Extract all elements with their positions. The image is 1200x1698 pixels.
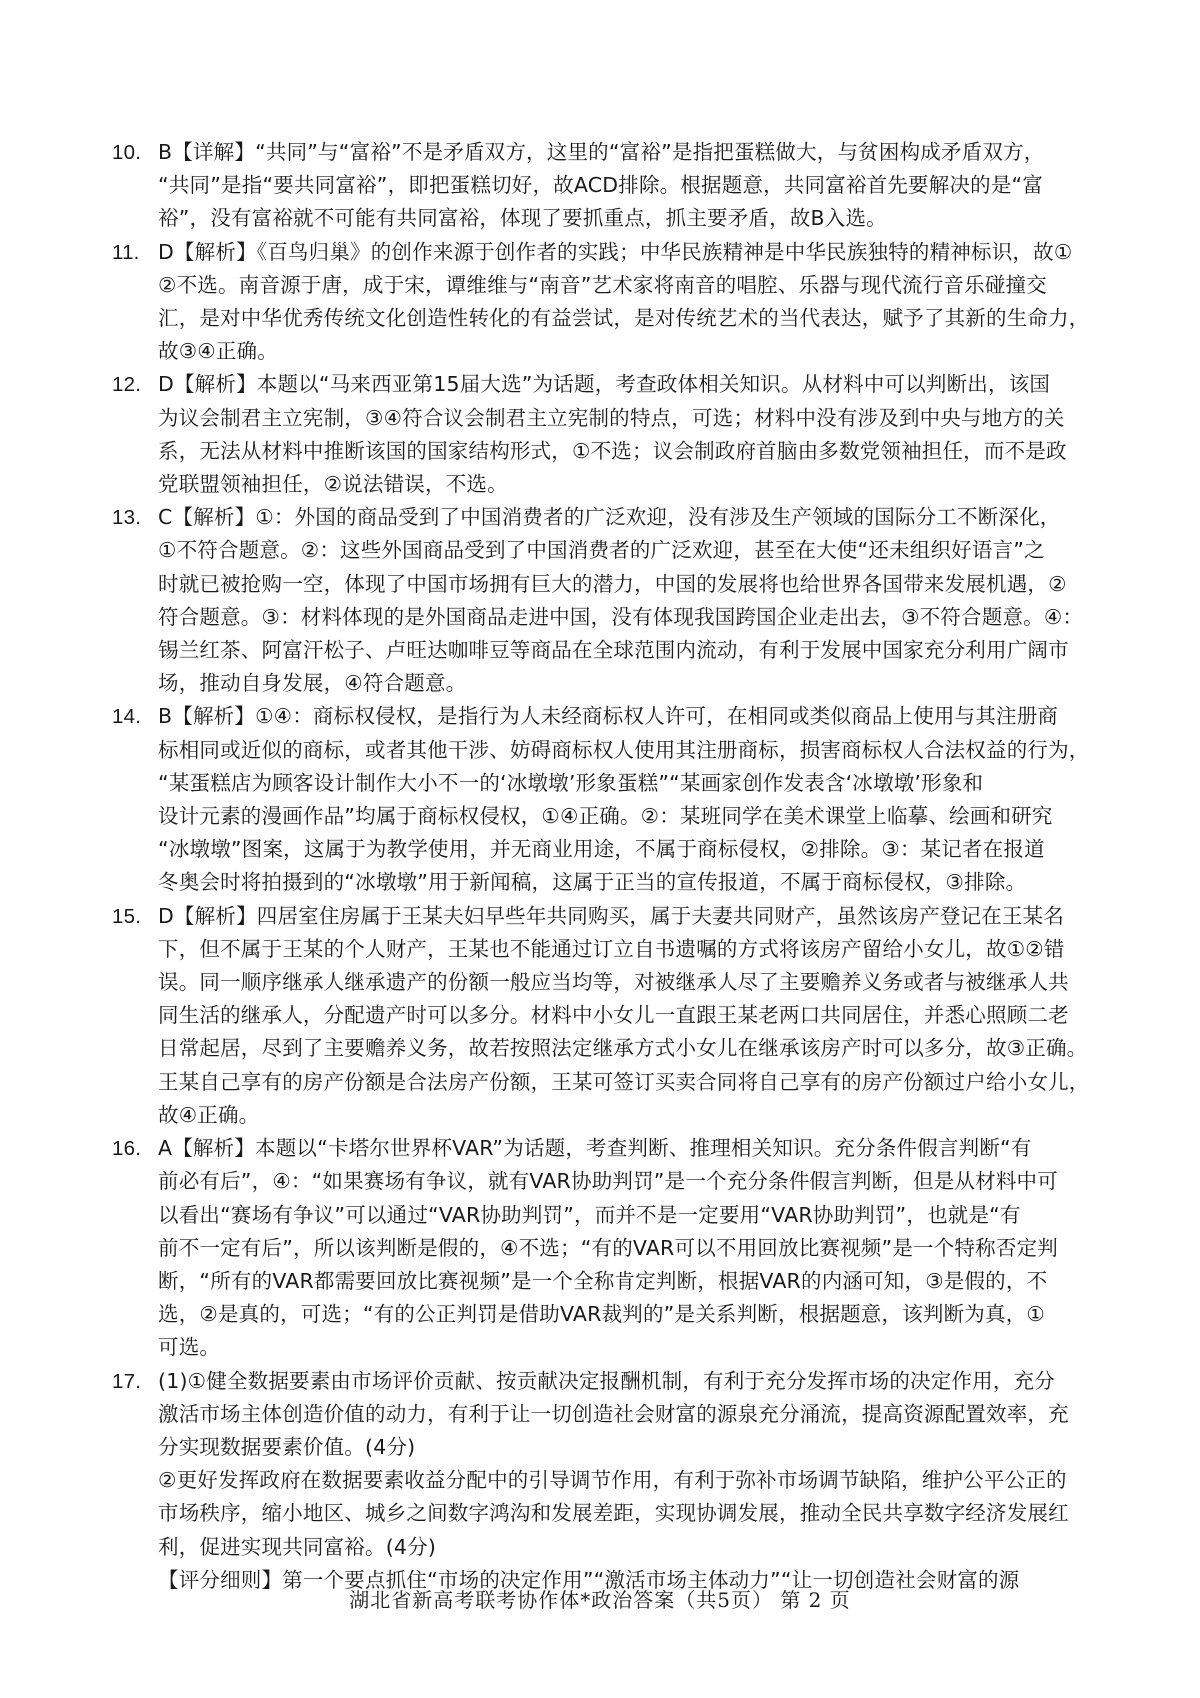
answer-line: 激活市场主体创造价值的动力，有利于让一切创造社会财富的源泉充分涌流，提高资源配置效率，充 (158, 1401, 1069, 1426)
answer-number: 12. (112, 373, 142, 397)
answer-line: “某蛋糕店为顾客设计制作大小不一的‘冰墩墩’形象蛋糕”“某画家创作发表含‘冰墩墩’形象和 (158, 770, 984, 795)
answer-line: A【解析】本题以“卡塔尔世界杯VAR”为话题，考查判断、推理相关知识。充分条件假言判断“有 (158, 1136, 1032, 1161)
answer-line: 王某自己享有的房产份额是合法房产份额，王某可签订买卖合同将自己享有的房产份额过户给小女儿， (158, 1069, 1090, 1094)
answer-number: 17. (112, 1369, 142, 1393)
answer-item (112, 501, 1102, 700)
answer-number: 16. (112, 1137, 142, 1161)
answer-item (112, 700, 1102, 899)
page-footer: 湖北省新高考联考协作体*政治答案（共5页） 第 2 页 (349, 1588, 851, 1612)
answer-item (112, 900, 1102, 1132)
answer-line: 为议会制君主立宪制，③④符合议会制君主立宪制的特点，可选；材料中没有涉及到中央与地方的关 (158, 405, 1065, 430)
answer-line: 以看出“赛场有争议”可以通过“VAR协助判罚”，而并不是一定要用“VAR协助判罚”，也就是“有 (158, 1202, 1021, 1227)
answer-line: 利，促进实现共同富裕。(4分) (158, 1534, 437, 1559)
answer-line: 故④正确。 (158, 1102, 260, 1127)
answer-line: 汇，是对中华优秀传统文化创造性转化的有益尝试，是对传统艺术的当代表达，赋予了其新的生命力， (158, 306, 1090, 331)
answer-line: 前不一定有后”，所以该判断是假的，④不选；“有的VAR可以不用回放比赛视频”是一个特称否定判 (158, 1235, 1058, 1260)
answer-line: B【详解】“共同”与“富裕”不是矛盾双方，这里的“富裕”是指把蛋糕做大，与贫困构成矛盾双方， (158, 140, 1045, 164)
answer-item (112, 368, 1102, 501)
answer-line: B【解析】①④：商标权侵权，是指行为人未经商标权人许可，在相同或类似商品上使用与其注册商 (158, 704, 1059, 729)
answer-line: “共同”是指“要共同富裕”，即把蛋糕切好，故ACD排除。根据题意，共同富裕首先要解决的是“富 (158, 173, 1044, 198)
answer-line: (1)①健全数据要素由市场评价贡献、按贡献决定报酬机制，有利于充分发挥市场的决定作用，充分 (158, 1368, 1055, 1393)
answer-line: 同生活的继承人，分配遗产时可以多分。材料中小女儿一直跟王某老两口共同居住，并悉心照顾二老 (158, 1003, 1069, 1028)
answer-item (112, 236, 1102, 369)
answer-line: 选，②是真的，可选；“有的公正判罚是借助VAR裁判的”是关系判断，根据题意，该判断为真，① (158, 1302, 1045, 1327)
answer-line: 下，但不属于王某的个人财产，王某也不能通过订立自书遗嘱的方式将该房产留给小女儿，故①②错 (158, 936, 1065, 961)
answer-line: 锡兰红茶、阿富汗松子、卢旺达咖啡豆等商品在全球范围内流动，有利于发展中国家充分利用广阔市 (158, 638, 1069, 663)
answer-number: 11. (112, 240, 140, 264)
answer-number: 10. (112, 141, 142, 164)
answer-number: 15. (112, 904, 142, 928)
answer-line: 故③④正确。 (158, 339, 278, 364)
answer-number: 14. (112, 705, 142, 729)
answer-line: 日常起居，尽到了主要赡养义务，故若按照法定继承方式小女儿在继承该房产时可以多分，故③正确。 (158, 1036, 1088, 1061)
answer-line: 前必有后”，④：“如果赛场有争议，就有VAR协助判罚”是一个充分条件假言判断，但是从材料中可 (158, 1169, 1058, 1194)
answer-line: 党联盟领袖担任，②说法错误，不选。 (158, 472, 508, 497)
answer-line: ①不符合题意。②：这些外国商品受到了中国消费者的广泛欢迎，甚至在大使“还未组织好语言”之 (158, 538, 1045, 563)
answer-line: 符合题意。③：材料体现的是外国商品走进中国，没有体现我国跨国企业走出去，③不符合题意。④： (158, 604, 1084, 629)
answer-line: 裕”，没有富裕就不可能有共同富裕，体现了要抓重点，抓主要矛盾，故B入选。 (158, 206, 887, 231)
answer-line: 可选。 (158, 1335, 221, 1360)
scoring-rules-line: 【评分细则】第一个要点抓住“市场的决定作用”“激活市场主体动力”“让一切创造社会财富的源 (158, 1567, 1020, 1592)
answer-line: 场，推动自身发展，④符合题意。 (158, 671, 467, 696)
answer-line: C【解析】①：外国的商品受到了中国消费者的广泛欢迎，没有涉及生产领域的国际分工不断深化， (158, 505, 1061, 530)
answer-line: 系，无法从材料中推断该国的国家结构形式，①不选；议会制政府首脑由多数党领袖担任，而不是政 (158, 438, 1067, 463)
answer-content (112, 136, 1102, 1597)
answer-number: 13. (112, 506, 142, 530)
answer-line: D【解析】《百鸟归巢》的创作来源于创作者的实践；中华民族精神是中华民族独特的精神标识，故① (158, 239, 1073, 264)
answer-line: 误。同一顺序继承人继承遗产的份额一般应当均等，对被继承人尽了主要赡养义务或者与被继承人共 (158, 970, 1069, 995)
answer-line: 设计元素的漫画作品”均属于商标权侵权，①④正确。②：某班同学在美术课堂上临摹、绘画和研究 (158, 804, 1053, 829)
answer-line: ②更好发挥政府在数据要素收益分配中的引导调节作用，有利于弥补市场调节缺陷，维护公平公正的 (158, 1468, 1067, 1493)
answer-line: D【解析】四居室住房属于王某夫妇早些年共同购买，属于夫妻共同财产，虽然该房产登记在王某名 (158, 903, 1065, 928)
answer-item (112, 1132, 1102, 1364)
answer-item (112, 1365, 1102, 1564)
answer-line: 冬奥会时将拍摄到的“冰墩墩”用于新闻稿，这属于正当的宣传报道，不属于商标侵权，③排除。 (158, 870, 1027, 895)
answer-line: 标相同或近似的商标，或者其他干涉、妨碍商标权人使用其注册商标，损害商标权人合法权益的行为， (158, 737, 1090, 762)
answer-line: 分实现数据要素价值。(4分) (158, 1434, 416, 1459)
answer-line: 断，“所有的VAR都需要回放比赛视频”是一个全称肯定判断，根据VAR的内涵可知，③是假的，不 (158, 1268, 1048, 1293)
answer-line: “冰墩墩”图案，这属于为教学使用，并无商业用途，不属于商标侵权，②排除。③：某记者在报道 (158, 837, 1045, 862)
answer-line: D【解析】本题以“马来西亚第15届大选”为话题，考查政体相关知识。从材料中可以判断出，该国 (158, 372, 1051, 397)
answer-line: 市场秩序，缩小地区、城乡之间数字鸿沟和发展差距，实现协调发展，推动全民共享数字经济发展红 (158, 1501, 1069, 1526)
answer-item (112, 136, 1102, 236)
answer-line: 时就已被抢购一空，体现了中国市场拥有巨大的潜力，中国的发展将也给世界各国带来发展机遇，② (158, 571, 1067, 596)
answer-line: ②不选。南音源于唐，成于宋，谭维维与“南音”艺术家将南音的唱腔、乐器与现代流行音乐碰撞交 (158, 272, 1047, 297)
